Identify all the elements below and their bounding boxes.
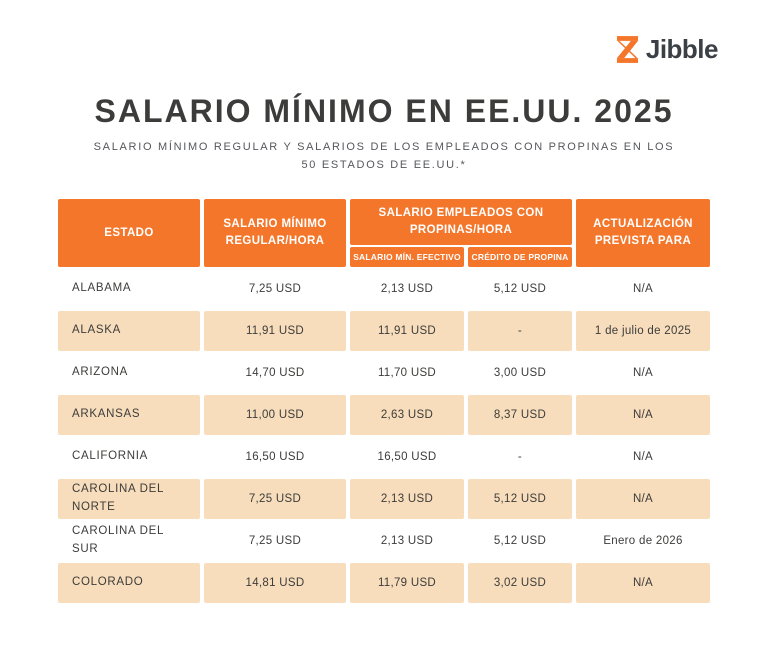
state-cell: CAROLINA DEL NORTE xyxy=(58,479,200,519)
table-row xyxy=(58,437,710,477)
state-cell: COLORADO xyxy=(58,563,200,603)
effective-min-wage-cell: 2,13 USD xyxy=(350,521,464,561)
table-row xyxy=(58,563,710,603)
column-header-salario-regular: SALARIO MÍNIMO REGULAR/HORA xyxy=(204,199,346,267)
regular-wage-cell: 7,25 USD xyxy=(204,269,346,309)
column-header-propinas-group: SALARIO EMPLEADOS CON PROPINAS/HORA xyxy=(350,199,572,245)
hourglass-icon xyxy=(616,36,639,63)
effective-min-wage-cell: 16,50 USD xyxy=(350,437,464,477)
effective-min-wage-cell: 2,13 USD xyxy=(350,269,464,309)
regular-wage-cell: 16,50 USD xyxy=(204,437,346,477)
brand-header xyxy=(0,0,768,65)
table-body xyxy=(58,269,710,603)
regular-wage-cell: 7,25 USD xyxy=(204,479,346,519)
column-header-actualizacion: ACTUALIZACIÓN PREVISTA PARA xyxy=(576,199,710,267)
effective-min-wage-cell: 11,70 USD xyxy=(350,353,464,393)
tip-credit-cell: 5,12 USD xyxy=(468,269,572,309)
page-title: SALARIO MÍNIMO EN EE.UU. 2025 xyxy=(94,93,674,129)
effective-min-wage-cell: 11,79 USD xyxy=(350,563,464,603)
state-cell: ARKANSAS xyxy=(58,395,200,435)
tip-credit-cell: - xyxy=(468,437,572,477)
scheduled-update-cell: N/A xyxy=(576,269,710,309)
minimum-wage-table xyxy=(54,197,714,605)
header-row-main xyxy=(58,199,710,245)
scheduled-update-cell: N/A xyxy=(576,563,710,603)
table-row xyxy=(58,395,710,435)
scheduled-update-cell: N/A xyxy=(576,437,710,477)
table-row xyxy=(58,311,710,351)
scheduled-update-cell: N/A xyxy=(576,353,710,393)
tip-credit-cell: 3,00 USD xyxy=(468,353,572,393)
regular-wage-cell: 14,70 USD xyxy=(204,353,346,393)
effective-min-wage-cell: 2,13 USD xyxy=(350,479,464,519)
effective-min-wage-cell: 11,91 USD xyxy=(350,311,464,351)
regular-wage-cell: 11,91 USD xyxy=(204,311,346,351)
state-cell: ALASKA xyxy=(58,311,200,351)
state-cell: ARIZONA xyxy=(58,353,200,393)
scheduled-update-cell: 1 de julio de 2025 xyxy=(576,311,710,351)
table-row xyxy=(58,521,710,561)
effective-min-wage-cell: 2,63 USD xyxy=(350,395,464,435)
subtitle-line-2: 50 ESTADOS DE EE.UU.* xyxy=(301,158,467,171)
table-row xyxy=(58,269,710,309)
tip-credit-cell: 5,12 USD xyxy=(468,479,572,519)
table-row xyxy=(58,353,710,393)
tip-credit-cell: - xyxy=(468,311,572,351)
subtitle-line-1: SALARIO MÍNIMO REGULAR Y SALARIOS DE LOS EMPLEADOS CON PROPINAS EN LOS xyxy=(93,141,675,153)
tip-credit-cell: 5,12 USD xyxy=(468,521,572,561)
table-row xyxy=(58,479,710,519)
column-subheader-credito-propina: CRÉDITO DE PROPINA xyxy=(468,247,572,267)
column-subheader-salario-min-efectivo: SALARIO MÍN. EFECTIVO xyxy=(350,247,464,267)
regular-wage-cell: 14,81 USD xyxy=(204,563,346,603)
scheduled-update-cell: Enero de 2026 xyxy=(576,521,710,561)
table-header xyxy=(58,199,710,267)
column-header-estado: ESTADO xyxy=(58,199,200,267)
brand-name: Jibble xyxy=(645,34,718,64)
tip-credit-cell: 3,02 USD xyxy=(468,563,572,603)
state-cell: CALIFORNIA xyxy=(58,437,200,477)
scheduled-update-cell: N/A xyxy=(576,479,710,519)
state-cell: ALABAMA xyxy=(58,269,200,309)
scheduled-update-cell: N/A xyxy=(576,395,710,435)
state-cell: CAROLINA DEL SUR xyxy=(58,521,200,561)
page-subtitle xyxy=(30,139,738,174)
tip-credit-cell: 8,37 USD xyxy=(468,395,572,435)
jibble-logo xyxy=(616,34,718,65)
regular-wage-cell: 11,00 USD xyxy=(204,395,346,435)
regular-wage-cell: 7,25 USD xyxy=(204,521,346,561)
